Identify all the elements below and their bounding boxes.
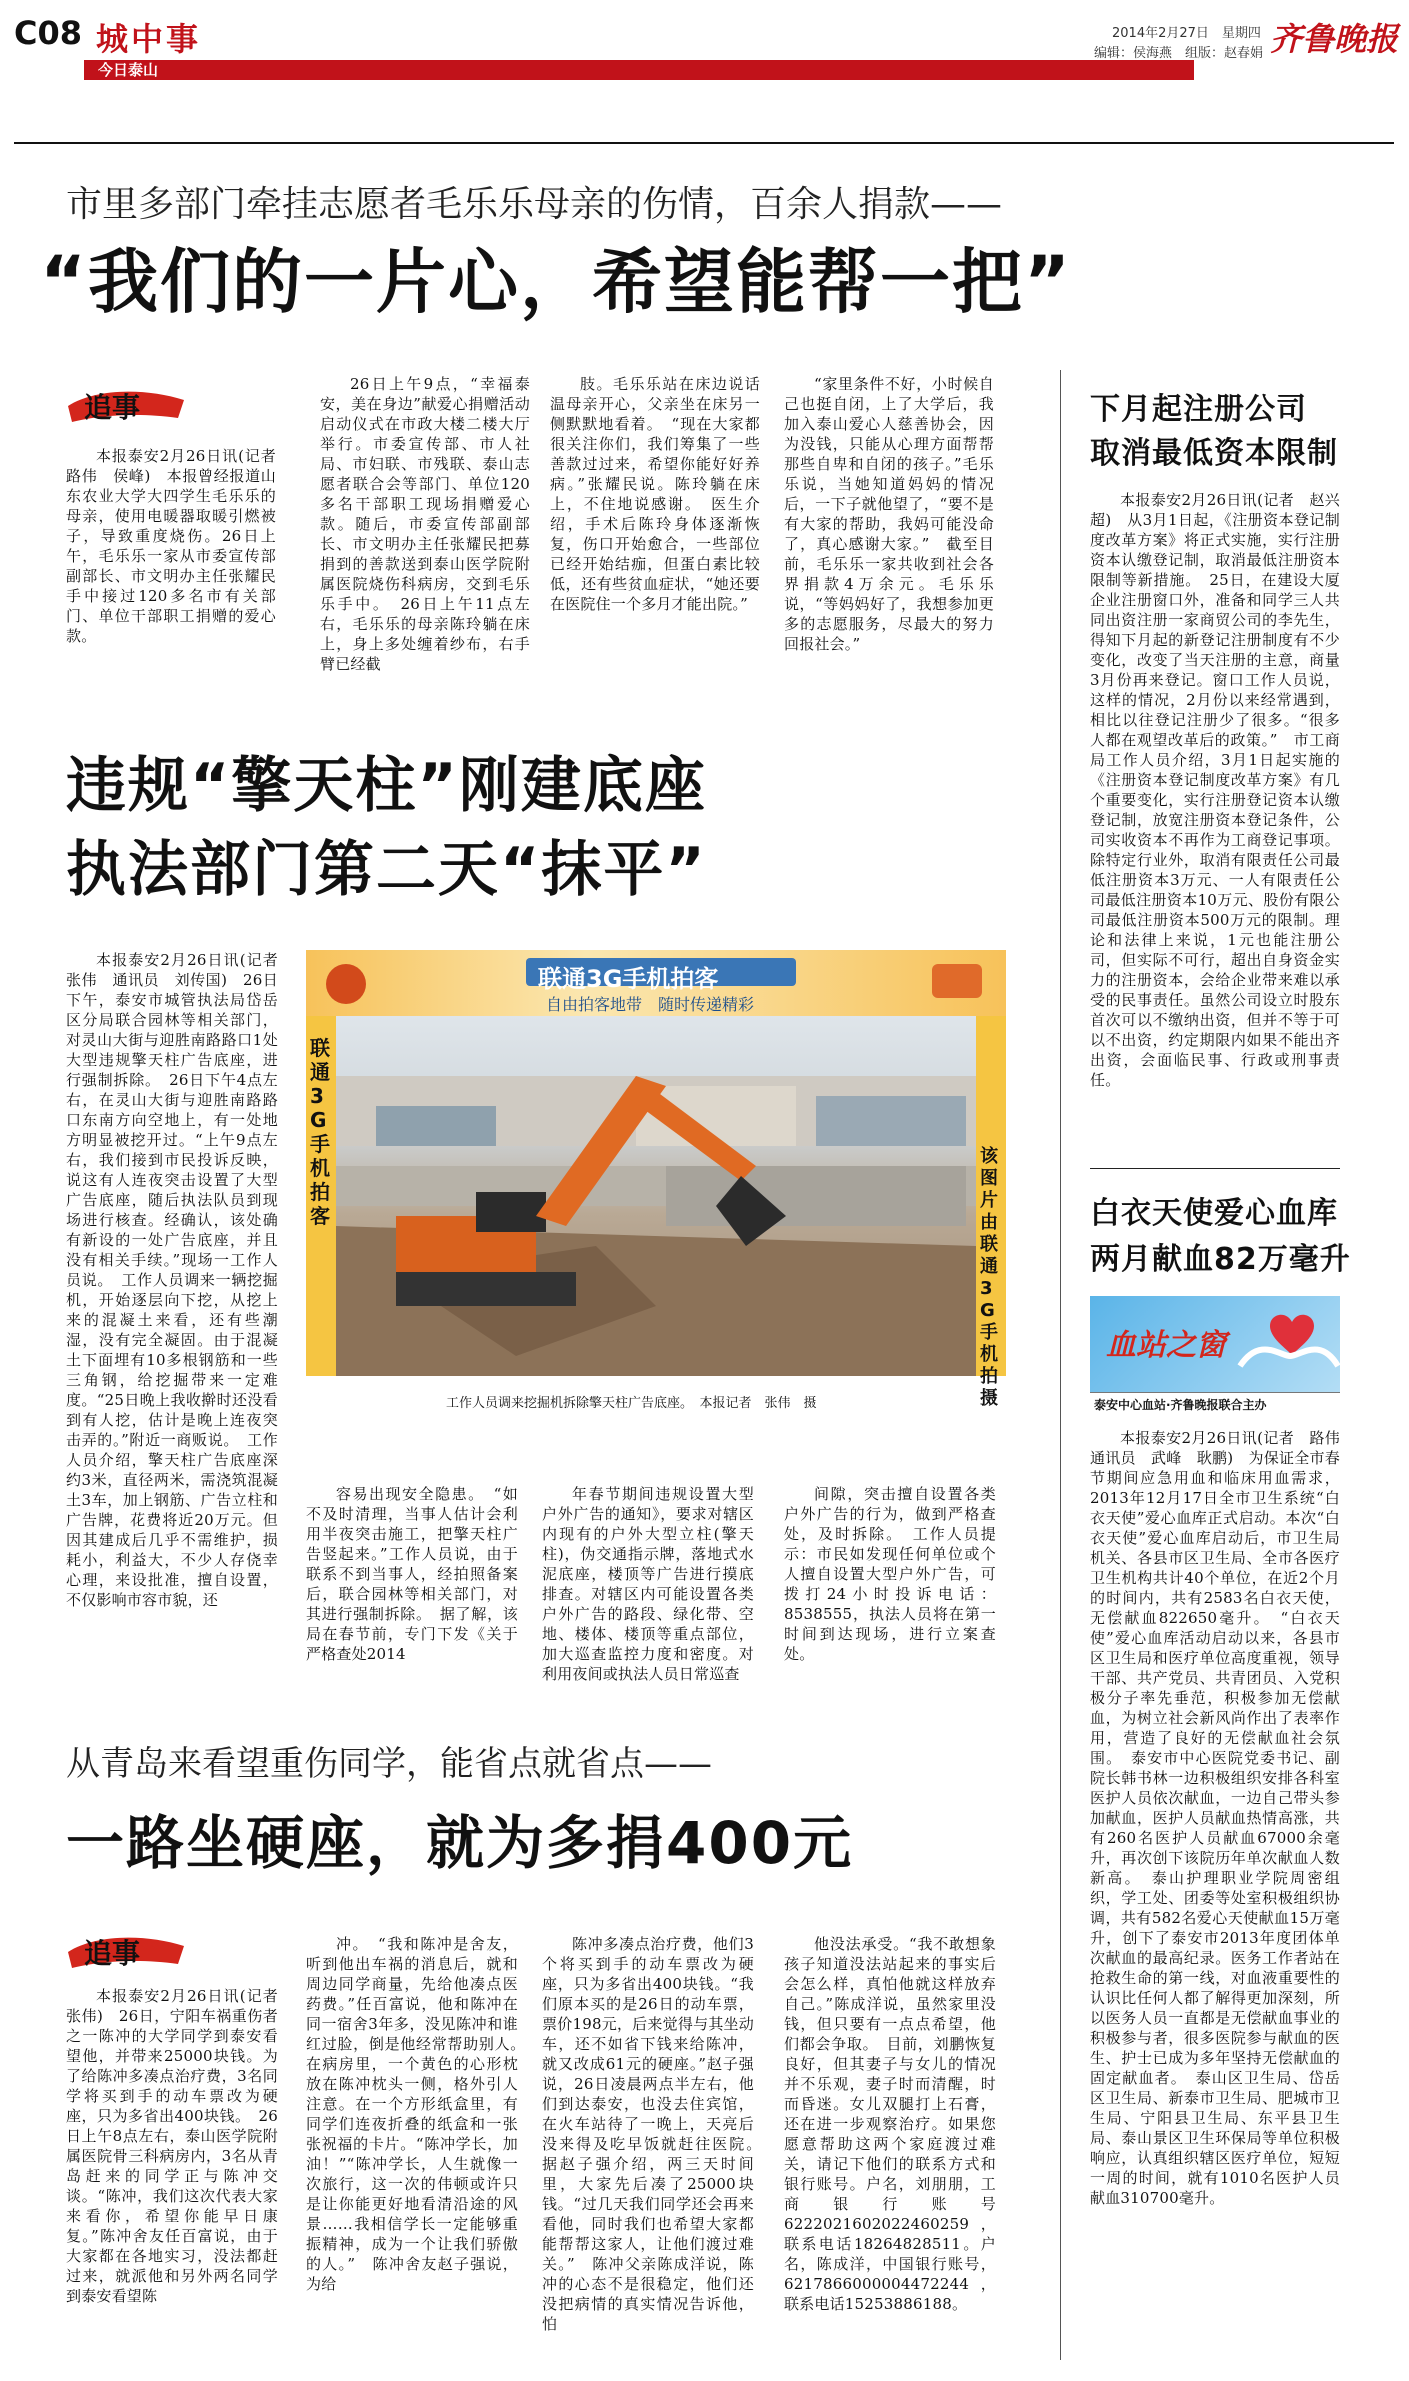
- date-line: 2014年2月27日 星期四: [1112, 26, 1261, 41]
- photo-banner: [306, 950, 1006, 1016]
- side2-title-line1: 白衣天使爱心血库: [1090, 1196, 1338, 1231]
- story1-headline: “我们的一片心，希望能帮一把”: [40, 241, 1073, 323]
- side1-body: [1090, 490, 1340, 1150]
- story1-col3-text: 肢。毛乐乐站在床边说话温母亲开心，父亲坐在床另一侧默默地看着。 “现在大家都很关注你们，我们筹集了一些善款过过来，希望你能好好养病。”张耀民说。陈玲躺在床上，不住地说感谢。 医生介绍，手术后陈玲身体逐渐恢复，伤口开始愈合，一些部位已经开始结痂，但蛋白素比较低，还有些贫血症状，“她还要在医院住一个多月才能出院。”: [550, 375, 760, 613]
- story1-col2-text: 26日上午9点，“幸福泰安，美在身边”献爱心捐赠活动启动仪式在市政大楼二楼大厅举行。市委宣传部、市人社局、市妇联、市残联、泰山志愿者联合会等部门、单位120多名干部职工现场捐赠爱心款。随后，市委宣传部副部长、市文明办主任张耀民把募捐到的善款送到泰山医学院附属医院烧伤科病房，交到毛乐乐手中。 26日上午11点左右，毛乐乐的母亲陈玲躺在床上，身上多处缠着纱布，右手臂已经截: [320, 375, 530, 673]
- story3-col1-text: 本报泰安2月26日讯(记者 张伟) 26日，宁阳车祸重伤者之一陈冲的大学同学到泰安看望他，并带来25000块钱。为了给陈冲多凑点治疗费，3名同学将买到手的动车票改为硬座，只为多省出400块钱。 26日上午8点左右，泰山医学院附属医院骨三科病房内，3名从青岛赶来的同学正与陈冲交谈。“陈冲，我们这次代表大家来看你，希望你能早日康复。”陈冲舍友任百富说，由于大家都在各地实习，没法都赶过来，就派他和另外两名同学到泰安看望陈: [66, 1987, 294, 2305]
- story1-col1: [66, 446, 292, 666]
- story1-kicker: 市里多部门牵挂志愿者毛乐乐母亲的伤情，百余人捐款——: [66, 184, 1003, 225]
- story3-col2: [306, 1934, 534, 2360]
- photo-banner-title: 联通3G手机拍客: [538, 965, 719, 993]
- side1-title-line2: 取消最低资本限制: [1090, 436, 1338, 471]
- story1-badge-text: 追事: [84, 391, 141, 424]
- story3-col4-text: 他没法承受。“我不敢想象孩子知道没法站起来的事实后会怎么样，真怕他就这样放弃自己。”陈成洋说，虽然家里没钱，但只要有一点点希望，他们都会争取。 目前，刘鹏恢复良好，但其妻子与女儿的情况并不乐观，妻子时而清醒，时而昏迷。女儿双腿打上石膏，还在进一步观察治疗。如果您愿意帮助这两个家庭渡过难关，请记下他们的联系方式和银行账号。户名，刘朋朋，工商银行账号6222021602022460259，联系电话18264828511。户名，陈成洋，中国银行账号，6217866000004472244，联系电话15253886188。: [784, 1935, 996, 2313]
- photo-banner-subtitle: 自由拍客地带 随时传递精彩: [546, 995, 755, 1014]
- section-title: 城中事: [96, 20, 202, 58]
- editor-line: 编辑：侯海燕 组版：赵春娟: [1094, 46, 1264, 61]
- story2-headline-line1: 违规“擎天柱”刚建底座: [66, 751, 707, 821]
- story2-col2-text: 容易出现安全隐患。 “如不及时清理，当事人估计会利用半夜突击施工，把擎天柱广告竖起来。”工作人员说，由于联系不到当事人，经拍照备案后，联合园林等相关部门，对其进行强制拆除。 据了解，该局在春节前，专门下发《关于严格查处2014: [306, 1485, 518, 1663]
- logo-left-icon: [326, 964, 366, 1004]
- blood-station-logo: [1090, 1296, 1340, 1414]
- story2-col2: [306, 1484, 518, 1664]
- story2-col3: [542, 1484, 754, 1683]
- story1-col1-text: 本报泰安2月26日讯(记者 路伟 侯峰) 本报曾经报道山东农业大学大四学生毛乐乐的母亲，使用电暖器取暖引燃被子，导致重度烧伤。26日上午，毛乐乐一家从市委宣传部副部长、市文明办主任张耀民手中接过120多名市有关部门、单位干部职工捐赠的爱心款。: [66, 447, 292, 645]
- story1-col2: [320, 374, 530, 673]
- excavator-scene: [336, 1016, 976, 1376]
- blood-station-logo-text: 血站之窗: [1106, 1328, 1226, 1363]
- photo-side-left: [306, 1016, 336, 1376]
- photo-side-right: [976, 1016, 1006, 1409]
- story2-col4-text: 间隙，突击擅自设置各类户外广告的行为，做到严格查处，及时拆除。 工作人员提示：市民如发现任何单位或个人擅自设置大型户外广告，可拨打24小时投诉电话：8538555，执法人员将在第一时间到达现场，进行立案查处。: [784, 1485, 996, 1663]
- photo-caption: 工作人员调来挖掘机拆除擎天柱广告底座。 本报记者 张伟 摄: [446, 1396, 817, 1411]
- story3-col1: [66, 1986, 294, 2360]
- story1-badge: [66, 384, 186, 424]
- story1-col4: [784, 374, 994, 666]
- story3-col2-text: 冲。 “我和陈冲是舍友，听到他出车祸的消息后，就和周边同学商量，先给他凑点医药费。”任百富说，他和陈冲在同一宿舍3年多，没见陈冲和谁红过脸，倒是他经常帮助别人。 在病房里，一个黄色的心形枕放在陈冲枕头一侧，格外引人注意。在一个方形纸盒里，有同学们连夜折叠的纸盒和一张张祝福的卡片。“陈冲学长，加油！”“陈冲学长，人生就像一次旅行，这一次的伟顿或许只是让你能更好地看清沿途的风景……我相信学长一定能够重振精神，成为一个让我们骄傲的人。” 陈冲舍友赵子强说，为给: [306, 1935, 534, 2293]
- side2-body-text: 本报泰安2月26日讯(记者 路伟 通讯员 武峰 耿鹏) 为保证全市春节期间应急用血和临床用血需求，2013年12月17日全市卫生系统“白衣天使”爱心血库正式启动。本次“白衣天使”爱心血库启动后，市卫生局机关、各县市区卫生局、全市各医疗卫生机构共计40个单位，在近2个月的时间内，共有2583名白衣天使，无偿献血822650毫升。 “白衣天使”爱心血库活动启动以来，各县市区卫生局和医疗单位高度重视，领导干部、共产党员、共青团员、入党积极分子率先垂范，积极参加无偿献血，为树立社会新风尚作出了表率作用，营造了良好的无偿献血社会氛围。 泰安市中心医院党委书记、副院长韩书林一边积极组织安排各科室医护人员依次献血，一边自己带头参加献血，医护人员献血热情高涨，共有260名医护人员献血67000余毫升，再次创下该院历年单次献血人数新高。 泰山护理职业学院周密组织，学工处、团委等处室积极组织协调，共有582名爱心天使献血15万毫升，创下了泰安市2013年度团体单次献血的最高纪录。医务工作者站在抢救生命的第一线，对血液重要性的认识比任何人都了解得更加深刻，所以医务人员一直都是无偿献血事业的积极参与者，很多医院参与献血的医生、护士已成为多年坚持无偿献血的固定献血者。 泰山区卫生局、岱岳区卫生局、新泰市卫生局、肥城市卫生局、宁阳县卫生局、东平县卫生局、泰山景区卫生环保局等单位积极响应，认真组织辖区医疗单位，短短一周的时间，就有1010名医护人员献血310700毫升。: [1090, 1429, 1356, 2207]
- side2-title-line2: 两月献血82万毫升: [1090, 1242, 1351, 1277]
- side-divider: [1090, 1168, 1340, 1169]
- paper-logo: 齐鲁晚报: [1270, 20, 1399, 58]
- photo-side-right-text: 该图片由联通3G手机拍摄: [980, 1146, 998, 1409]
- section-red-bar: [84, 60, 1194, 80]
- story2-headline-line2: 执法部门第二天“抹平”: [66, 835, 707, 905]
- logo-right-icon: [932, 964, 982, 998]
- photo-block: [306, 950, 1006, 1462]
- blood-station-caption: 泰安中心血站·齐鲁晚报联合主办: [1094, 1398, 1267, 1412]
- top-divider: [14, 142, 1394, 144]
- blood-station-caption-bar: [1090, 1392, 1340, 1415]
- side1-title-line1: 下月起注册公司: [1090, 392, 1307, 427]
- story3-col3: [542, 1934, 770, 2360]
- story1-col3: [550, 374, 760, 666]
- story2-col4: [784, 1484, 996, 1664]
- story2-col1-text: 本报泰安2月26日讯(记者 张伟 通讯员 刘传国) 26日下午，泰安市城管执法局岱岳区分局联合园林等相关部门，对灵山大街与迎胜南路路口1处大型违规擎天柱广告底座，进行强制拆除。 26日下午4点左右，在灵山大街与迎胜南路路口东南方向空地上，有一处地方明显被挖开过。“上午9点左右，我们接到市民投诉反映，说这有人连夜突击设置了大型广告底座，随后执法队员到现场进行核查。经确认，该处确有新设的一处广告底座，并且没有相关手续。”现场一工作人员说。 工作人员调来一辆挖掘机，开始逐层向下挖，从挖上来的混凝土来看，还有些潮湿，没有完全凝固。由于混凝土下面埋有10多根钢筋和一些三角钢，给挖掘带来一定难度。“25日晚上我收擀时还没看到有人挖，估计是晚上连夜突击弄的。”附近一商贩说。 工作人员介绍，擎天柱广告底座深约3米，直径两米，需浇筑混凝土3车，加上钢筋、广告立柱和广告牌，花费将近20万元。但因其建成后几乎不需维护，损耗小，利益大，不少人存侥幸心理，来设批准，擅自设置，不仅影响市容市貌，还: [66, 951, 294, 1609]
- sidebar-divider: [1060, 370, 1061, 2360]
- story2-col1: [66, 950, 294, 1664]
- story1-col4-text: “家里条件不好，小时候自己也挺自闭，上了大学后，我加入泰山爱心人慈善协会，因为没钱，只能从心理方面帮帮那些自卑和自闭的孩子。”毛乐乐说，当她知道妈妈的情况后，一下子就他望了，“要不是有大家的帮助，我妈可能没命了，真心感谢大家。” 截至目前，毛乐乐一家共收到社会各界捐款4万余元。毛乐乐说，“等妈妈好了，我想参加更多的志愿服务，尽最大的努力回报社会。”: [784, 375, 994, 653]
- story2-col3-text: 年春节期间违规设置大型户外广告的通知》，要求对辖区内现有的户外大型立柱(擎天柱)，伪交通指示牌，落地式水泥底座，楼顶等广告进行摸底排查。对辖区内可能设置各类户外广告的路段、绿化带、空地、楼体、楼顶等重点部位，加大巡查监控力度和密度。对利用夜间或执法人员日常巡查: [542, 1485, 754, 1683]
- story3-headline: 一路坐硬座，就为多捐400元: [66, 1809, 854, 1877]
- side1-body-text: 本报泰安2月26日讯(记者 赵兴超) 从3月1日起，《注册资本登记制度改革方案》将正式实施，实行注册资本认缴登记制，取消最低注册资本限制等新措施。 25日，在建设大厦企业注册窗口外，准备和同学三人共同出资注册一家商贸公司的李先生，得知下月起的新登记注册制度有不少变化，改变了当天注册的主意，商量3月份再来登记。窗口工作人员说，这样的情况，2月份以来经常遇到，相比以往登记注册少了很多。“很多人都在观望改革后的政策。” 市工商局工作人员介绍，3月1日起实施的《注册资本登记制度改革方案》有几个重要变化，实行注册登记资本认缴登记制，放宽注册资本登记条件，公司实收资本不再作为工商登记事项。除特定行业外，取消有限责任公司最低注册资本3万元、一人有限责任公司最低注册资本10万元、股份有限公司最低注册资本500万元的限制。理论和法律上来说，1元也能注册公司，但实际不可行，超出自身资金实力的注册资本，会给企业带来难以承受的民事责任。虽然公司设立时股东首次可以不缴纳出资，但并不等于可以不出资，约定期限内如果不能出齐出资，会面临民事、行政或刑事责任。: [1090, 491, 1340, 1089]
- story3-col3-text: 陈冲多凑点治疗费，他们3个将买到手的动车票改为硬座，只为多省出400块钱。“我们原本买的是26日的动车票，票价198元，后来觉得与其坐动车，还不如省下钱来给陈冲，就又改成61元的硬座。”赵子强说，26日凌晨两点半左右，他们到达泰安，也没去住宾馆，在火车站待了一晚上，天亮后没来得及吃早饭就赶往医院。 据赵子强介绍，两三天时间里，大家先后凑了25000块钱。“过几天我们同学还会再来看他，同时我们也希望大家都能帮帮这家人，让他们渡过难关。” 陈冲父亲陈成洋说，陈冲的心态不是很稳定，他们还没把病情的真实情况告诉他，怕: [542, 1935, 770, 2333]
- side2-body: [1090, 1428, 1356, 2360]
- photo-side-left-text: 联通3G手机拍客: [310, 1036, 330, 1228]
- story3-badge-text: 追事: [84, 1937, 141, 1970]
- excavator-photo: [336, 1016, 976, 1376]
- story3-col4: [784, 1934, 996, 2360]
- story3-badge: [66, 1930, 186, 1970]
- page-code: C08: [14, 14, 83, 52]
- subsection-label: 今日泰山: [98, 61, 159, 79]
- story3-kicker: 从青岛来看望重伤同学，能省点就省点——: [66, 1744, 712, 1784]
